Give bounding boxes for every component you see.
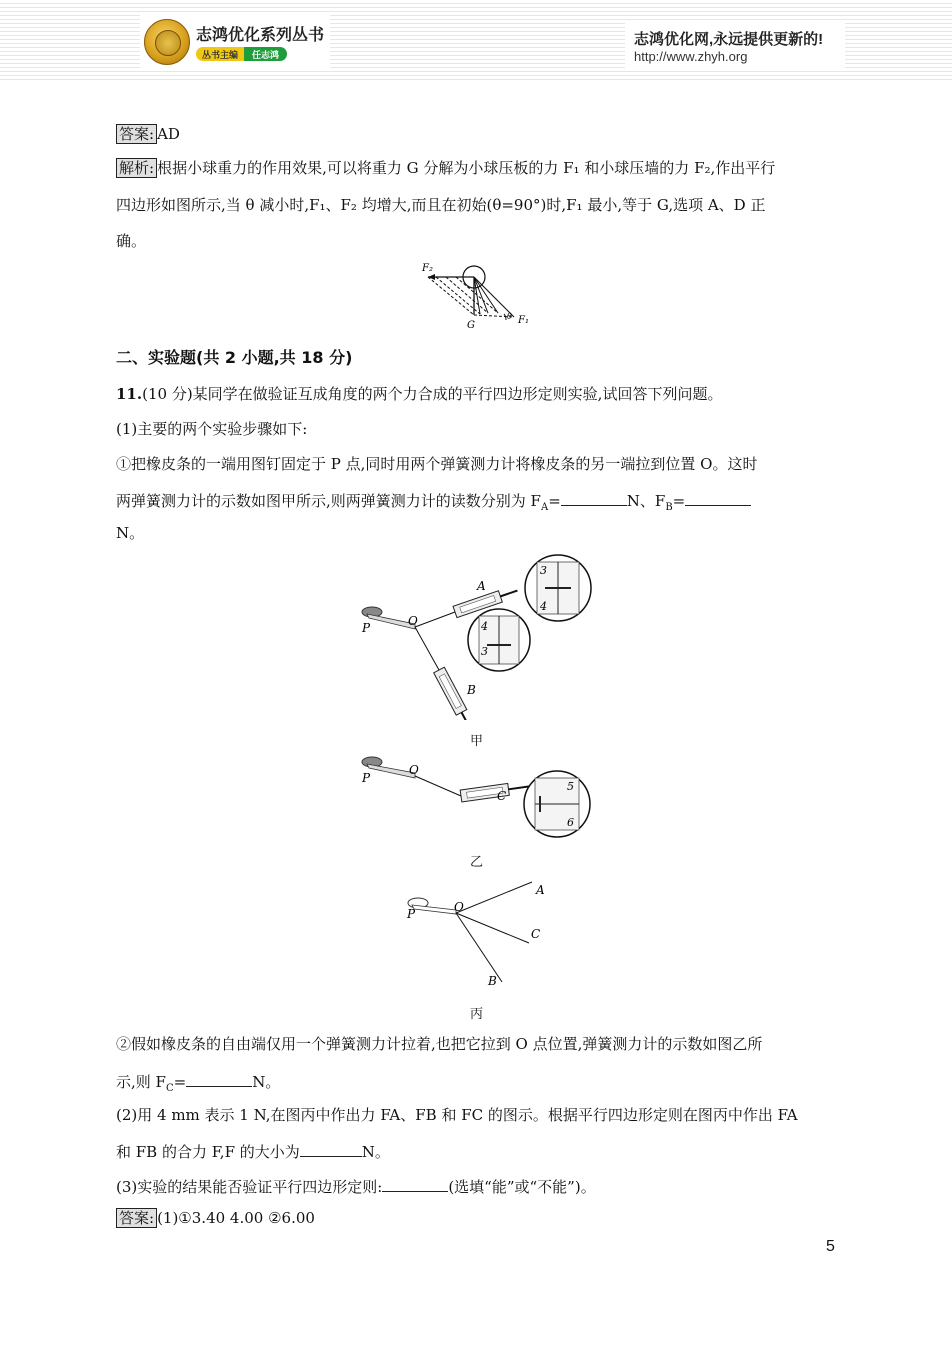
label-theta: θ xyxy=(507,312,512,321)
q11-part2-line-2 xyxy=(116,1140,390,1162)
p3-text-a: (3)实验的结果能否验证平行四边形定则: xyxy=(116,1178,383,1196)
fb-answer-blank[interactable] xyxy=(685,489,751,506)
ray-oc xyxy=(456,913,529,943)
label-p: P xyxy=(407,907,416,921)
editor-badge xyxy=(196,47,287,61)
figure-bing xyxy=(398,878,558,990)
dashed-line-1 xyxy=(428,277,474,315)
caption-bing: 丙 xyxy=(470,1007,484,1022)
analysis-tag: 解析: xyxy=(116,158,157,178)
verify-answer-blank[interactable] xyxy=(382,1175,448,1192)
wall-force-arrowhead xyxy=(428,274,435,280)
label-f2: F₂ xyxy=(422,263,433,274)
label-b: B xyxy=(467,683,476,697)
answer-tag: 答案: xyxy=(116,1208,157,1228)
s2-eq: = xyxy=(173,1073,187,1091)
fa-answer-blank[interactable] xyxy=(561,489,627,506)
fc-answer-blank[interactable] xyxy=(186,1070,252,1087)
q11-part3 xyxy=(116,1175,596,1197)
scale-b-digit-top: 4 xyxy=(481,620,488,633)
s2-unit: N。 xyxy=(252,1073,281,1091)
figure-yi xyxy=(355,752,600,838)
q11-step2-line-1: ②假如橡皮条的自由端仅用一个弹簧测力计拉着,也把它拉到 O 点位置,弹簧测力计的示数如图乙所 xyxy=(116,1035,763,1053)
q11-number: 11. xyxy=(116,385,143,403)
header-slogan: 志鸿优化网,永远提供更新的! xyxy=(634,31,824,48)
s2-text-a: 示,则 F xyxy=(116,1073,166,1091)
q10-answer: AD xyxy=(157,125,180,143)
scale-c-digit-top: 5 xyxy=(567,780,574,793)
q11-step1-line-3: N。 xyxy=(116,524,145,542)
ray-ob xyxy=(456,913,502,982)
rubber-band xyxy=(367,764,415,778)
q10-analysis-line-3: 确。 xyxy=(116,232,147,250)
caption-yi: 乙 xyxy=(470,855,484,870)
q11-step1-line-2 xyxy=(116,489,751,518)
force-decomposition-figure xyxy=(418,260,538,332)
s1-text-a: 两弹簧测力计的示数如图甲所示,则两弹簧测力计的读数分别为 F xyxy=(116,492,541,510)
q11-intro-text: (10 分)某同学在做验证互成角度的两个力合成的平行四边形定则实验,试回答下列问题。 xyxy=(142,385,723,403)
label-a: A xyxy=(536,883,545,897)
p2-unit: N。 xyxy=(361,1143,390,1161)
label-f1: F₁ xyxy=(518,315,529,326)
s1-eq-b: = xyxy=(672,492,686,510)
scale-a-digit-mid: 4 xyxy=(540,600,547,613)
p3-text-b: (选填“能”或“不能”)。 xyxy=(448,1178,596,1196)
s1-text-c: N、F xyxy=(626,492,666,510)
page-number: 5 xyxy=(826,1238,835,1255)
logo-seal xyxy=(155,30,181,56)
series-title: 志鸿优化系列丛书 xyxy=(196,27,325,44)
string-to-c xyxy=(415,776,461,796)
label-b: B xyxy=(488,974,497,988)
label-o: O xyxy=(408,614,418,628)
label-o: O xyxy=(409,763,419,777)
spring-scale-c xyxy=(460,780,531,802)
q11-answer: (1)①3.40 4.00 ②6.00 xyxy=(157,1209,315,1227)
label-c: C xyxy=(531,927,541,941)
f-answer-blank[interactable] xyxy=(300,1140,362,1157)
q10-answer-line xyxy=(116,124,180,144)
string-to-a xyxy=(415,612,455,627)
section-heading: 二、实验题(共 2 小题,共 18 分) xyxy=(116,348,353,367)
caption-jia: 甲 xyxy=(470,734,484,749)
label-p: P xyxy=(362,771,371,785)
q10-analysis-text-1: 根据小球重力的作用效果,可以将重力 G 分解为小球压板的力 F₁ 和小球压墙的力 F₂,作出平行 xyxy=(157,159,776,177)
q11-part1: (1)主要的两个实验步骤如下: xyxy=(116,420,308,438)
q10-analysis-line-1 xyxy=(116,158,775,178)
label-a: A xyxy=(477,579,486,593)
answer-tag: 答案: xyxy=(116,124,157,144)
dashed-line-3 xyxy=(446,277,488,313)
header-url[interactable]: http://www.zhyh.org xyxy=(634,49,748,64)
ray-oa xyxy=(456,882,532,913)
label-c: C xyxy=(497,789,507,803)
q11-step1-line-1: ①把橡皮条的一端用图钉固定于 P 点,同时用两个弹簧测力计将橡皮条的另一端拉到位置 O。这时 xyxy=(116,455,758,473)
s1-sub-b: B xyxy=(665,502,673,513)
s2-sub: C xyxy=(165,1083,174,1094)
editor-name: 任志鸿 xyxy=(244,47,287,61)
editor-label: 丛书主编 xyxy=(196,47,244,61)
s1-sub-a: A xyxy=(540,502,549,513)
scale-b-digit-mid: 3 xyxy=(481,645,488,658)
q11-part2-line-1: (2)用 4 mm 表示 1 N,在图丙中作出力 FA、FB 和 FC 的图示。根据平行四边形定则在图丙中作出 FA xyxy=(116,1106,798,1124)
rubber-band xyxy=(412,905,456,914)
p2-text-a: 和 FB 的合力 F,F 的大小为 xyxy=(116,1143,300,1161)
string-to-b xyxy=(415,627,439,670)
figure-jia xyxy=(355,548,600,720)
label-p: P xyxy=(362,621,371,635)
q11-step2-line-2 xyxy=(116,1070,280,1099)
q11-intro xyxy=(116,384,722,404)
scale-c-digit-mid: 6 xyxy=(567,816,574,829)
q10-analysis-line-2: 四边形如图所示,当 θ 减小时,F₁、F₂ 均增大,而且在初始(θ=90°)时,F₁ 最小,等于 G,选项 A、D 正 xyxy=(116,196,766,214)
label-o: O xyxy=(454,900,464,914)
s1-eq-a: = xyxy=(548,492,561,510)
publisher-logo-icon xyxy=(144,19,190,65)
scale-a-digit-top: 3 xyxy=(540,564,547,577)
label-g: G xyxy=(467,320,475,331)
q11-answer-line xyxy=(116,1208,315,1228)
